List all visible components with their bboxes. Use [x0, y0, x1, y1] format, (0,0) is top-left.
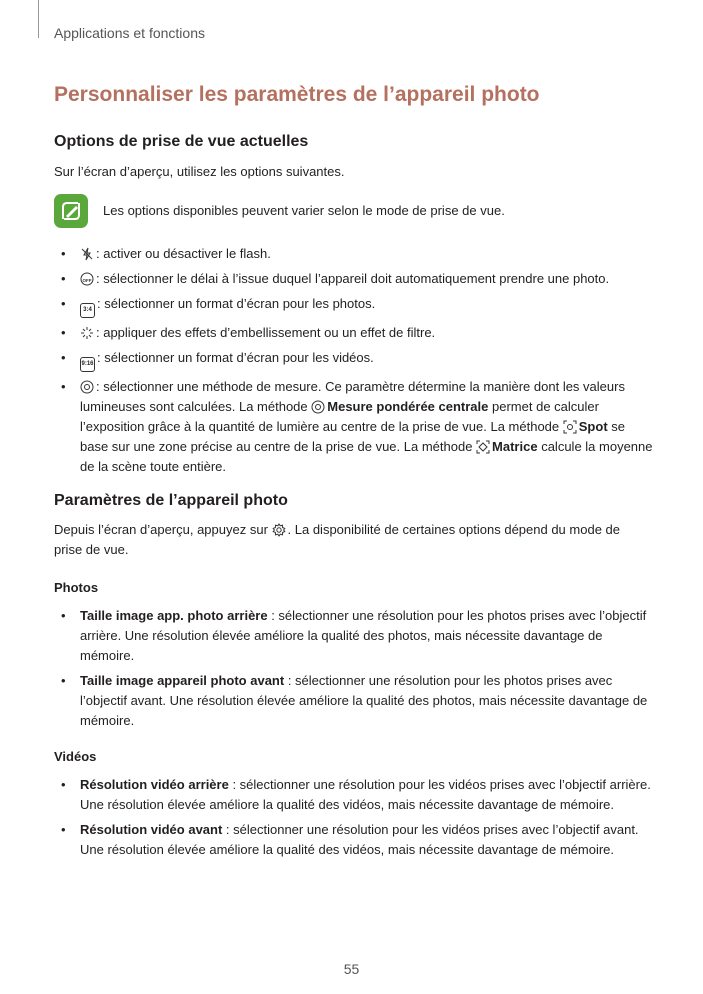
bullet-icon: • — [61, 246, 66, 261]
running-header: Applications et fonctions — [54, 25, 205, 41]
section-heading-shooting-options: Options de prise de vue actuelles — [54, 133, 309, 150]
aspect-ratio-3-4-icon: 3:4 — [80, 303, 95, 318]
section-intro: Sur l’écran d’aperçu, utilisez les options suivantes. — [54, 164, 345, 179]
subheading-photos: Photos — [54, 580, 99, 595]
list-item: • Résolution vidéo arrière : sélectionner une résolution pour les vidéos prises avec l’objectif arrière. Une résolution élevée améliore la qualité des vidéos, mais nécessite davantage de mémoire. — [61, 777, 651, 812]
metering-center-icon — [80, 380, 94, 394]
effects-sparkle-icon — [80, 326, 94, 340]
note-icon — [54, 194, 88, 228]
video-settings-list — [54, 775, 654, 865]
flash-off-icon — [80, 247, 94, 261]
gear-icon — [272, 523, 286, 537]
list-item: • 3:4 : sélectionner un format d’écran pour les photos. — [54, 294, 654, 318]
photo-settings-list — [54, 606, 654, 736]
page-number: 55 — [343, 961, 360, 977]
bullet-icon: • — [61, 822, 66, 837]
bullet-icon: • — [61, 296, 66, 311]
note-text: Les options disponibles peuvent varier selon le mode de prise de vue. — [103, 203, 505, 218]
list-item: • Taille image appareil photo avant : sélectionner une résolution pour les photos prises avec l’objectif avant. Une résolution élevée améliore la qualité des photos, mais nécessite davantage de mémoire. — [61, 673, 648, 728]
note-box — [54, 194, 654, 228]
metering-center-weighted-icon — [311, 400, 325, 414]
bullet-icon: • — [61, 350, 66, 365]
list-item: • : sélectionner une méthode de mesure. Ce paramètre détermine la manière dont les valeurs lumineuses sont calculées. La méthode Mesure pondérée centrale permet de calculer l’exposition grâce à la quantité de lumière au centre de la prise de vue. La méthode Spot se base sur une zone précise au centre de la prise de vue. La méthode Matrice calcule la moyenne de la scène toute entière. — [61, 379, 653, 474]
timer-off-icon — [80, 272, 94, 286]
list-item: • Résolution vidéo avant : sélectionner une résolution pour les vidéos prises avec l’objectif avant. Une résolution élevée améliore la qualité des vidéos, mais nécessite davantage de mémoire. — [61, 822, 639, 857]
list-item: • : activer ou désactiver le flash. — [54, 244, 654, 264]
bullet-icon: • — [61, 777, 66, 792]
list-item: • Taille image app. photo arrière : sélectionner une résolution pour les photos prises avec l’objectif arrière. Une résolution élevée améliore la qualité des photos, mais nécessite davantage de mémoire. — [61, 608, 647, 663]
bullet-icon: • — [61, 325, 66, 340]
shooting-options-list — [54, 244, 654, 482]
list-item: • OFF : sélectionner le délai à l’issue duquel l’appareil doit automatiquement prendre une photo. — [54, 269, 654, 289]
page-title: Personnaliser les paramètres de l’appareil photo — [54, 83, 540, 106]
subheading-videos: Vidéos — [54, 749, 97, 764]
bullet-icon: • — [61, 271, 66, 286]
metering-spot-icon — [563, 420, 577, 434]
aspect-ratio-9-16-icon: 9:16 — [80, 357, 95, 372]
list-item: • 9:16 : sélectionner un format d’écran pour les vidéos. — [54, 348, 654, 372]
list-item: • : appliquer des effets d’embellissement ou un effet de filtre. — [54, 323, 654, 343]
metering-matrix-icon — [476, 440, 490, 454]
header-divider — [38, 0, 39, 38]
bullet-icon: • — [61, 379, 66, 394]
bullet-icon: • — [61, 608, 66, 623]
section-heading-camera-settings: Paramètres de l’appareil photo — [54, 492, 288, 509]
svg-text:OFF: OFF — [82, 278, 92, 283]
bullet-icon: • — [61, 673, 66, 688]
section-intro-settings: Depuis l’écran d’aperçu, appuyez sur . La disponibilité de certaines options dépend du mode de prise de vue. — [54, 522, 620, 557]
